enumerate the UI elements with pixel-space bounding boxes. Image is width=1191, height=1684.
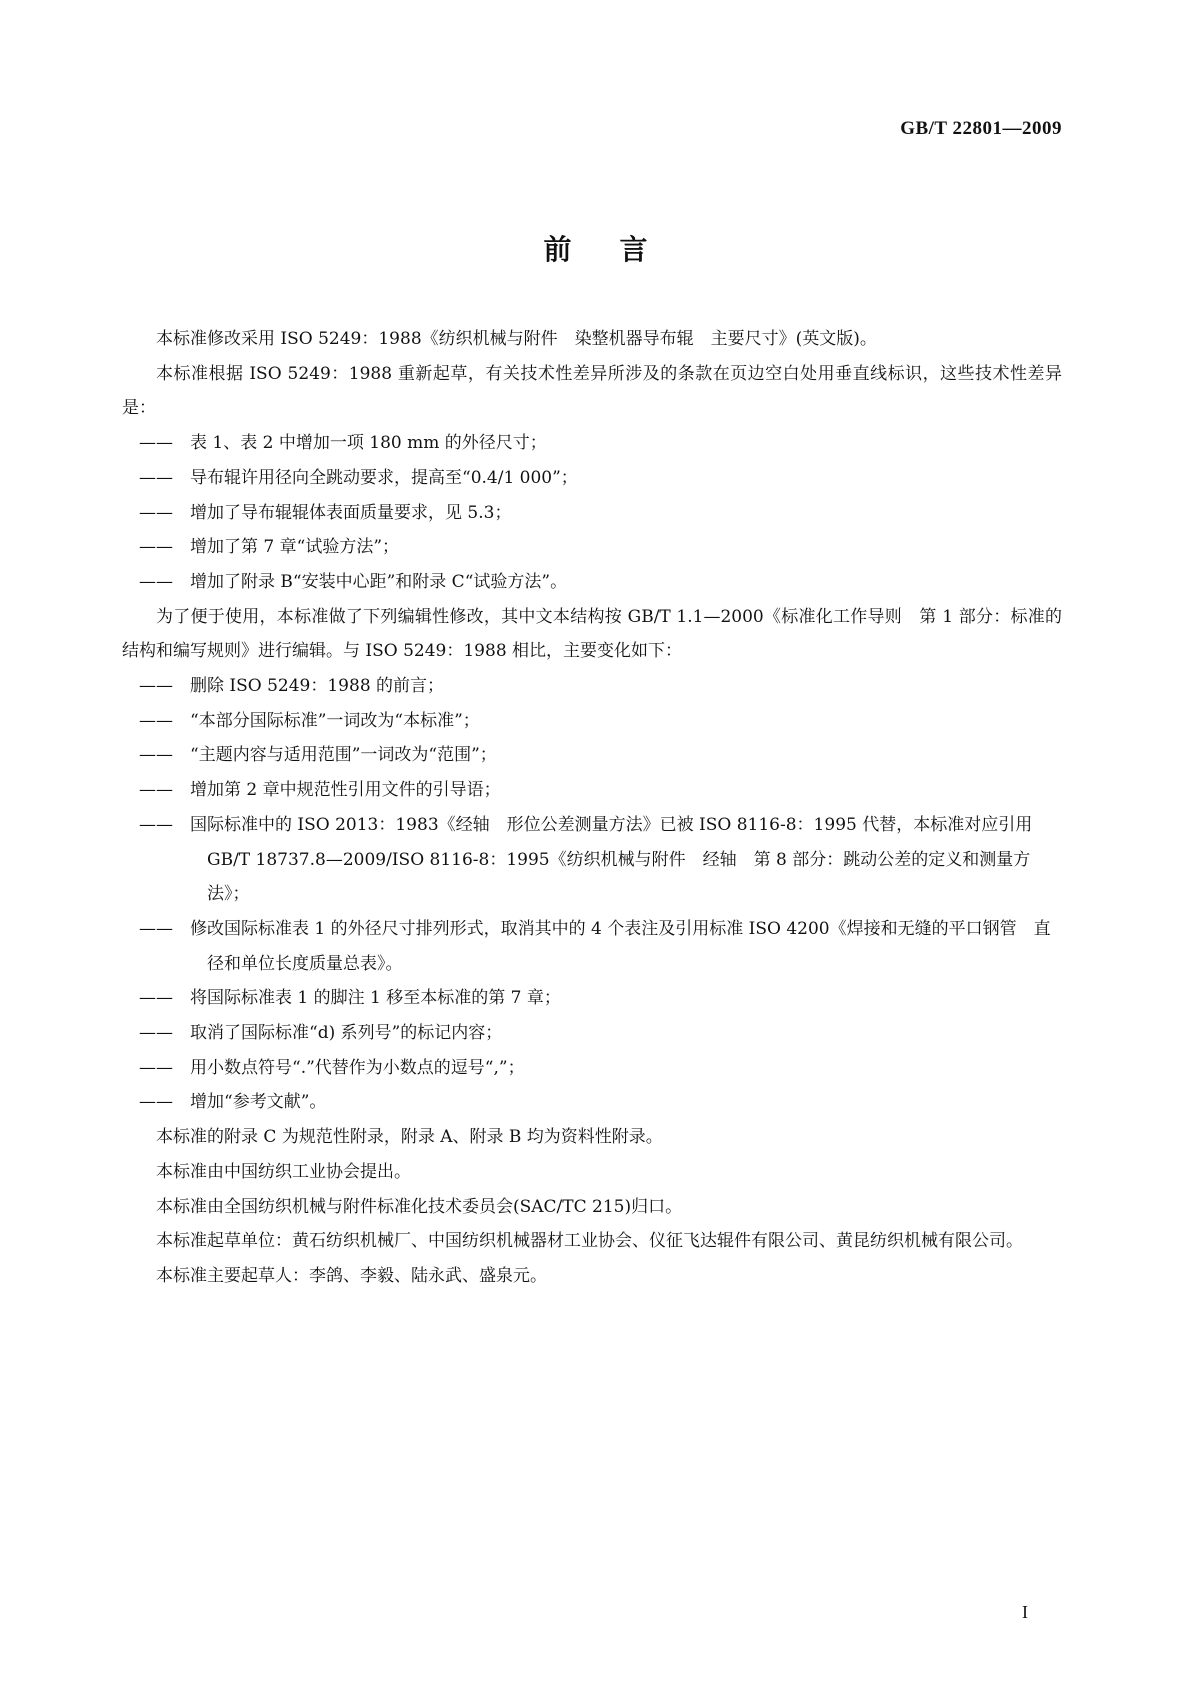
list-item: —— 增加了导布辊辊体表面质量要求，见 5.3；	[139, 502, 512, 523]
paragraph-proposer: 本标准由中国纺织工业协会提出。	[156, 1161, 411, 1182]
list-item: —— 表 1、表 2 中增加一项 180 mm 的外径尺寸；	[139, 433, 547, 454]
standard-number: GB/T 22801—2009	[900, 118, 1062, 139]
list-item: —— “主题内容与适用范围”一词改为“范围”；	[139, 745, 497, 766]
list-item: —— 导布辊许用径向全跳动要求，提高至“0.4/1 000”；	[139, 467, 578, 488]
paragraph-editorial-changes: 为了便于使用，本标准做了下列编辑性修改，其中文本结构按 GB/T 1.1—2000《标准化工作导则 第 1 部分：标准的结构和编写规则》进行编辑。与 ISO 5249：1988 相比，主要变化如下：	[122, 606, 1062, 662]
list-item: —— 修改国际标准表 1 的外径尺寸排列形式，取消其中的 4 个表注及引用标准 ISO 4200《焊接和无缝的平口钢管 直径和单位长度质量总表》。	[139, 918, 1051, 974]
list-item: —— 增加“参考文献”。	[139, 1092, 327, 1113]
list-item: —— 国际标准中的 ISO 2013：1983《经轴 形位公差测量方法》已被 ISO 8116-8：1995 代替，本标准对应引用 GB/T 18737.8—2009/ISO 8116-8：1995《纺织机械与附件 经轴 第 8 部分：跳动公差的定义和测量方法》；	[139, 814, 1033, 905]
paragraph-technical-differences: 本标准根据 ISO 5249：1988 重新起草，有关技术性差异所涉及的条款在页边空白处用垂直线标识，这些技术性差异是：	[122, 363, 1062, 419]
list-item: —— “本部分国际标准”一词改为“本标准”；	[139, 710, 480, 731]
list-item: —— 将国际标准表 1 的脚注 1 移至本标准的第 7 章；	[139, 988, 561, 1009]
list-item: —— 增加第 2 章中规范性引用文件的引导语；	[139, 780, 501, 801]
paragraph-technical-committee: 本标准由全国纺织机械与附件标准化技术委员会(SAC/TC 215)归口。	[156, 1196, 683, 1217]
list-item: —— 删除 ISO 5249：1988 的前言；	[139, 676, 445, 697]
list-item: —— 增加了附录 B“安装中心距”和附录 C“试验方法”。	[139, 571, 568, 592]
technical-difference-list	[122, 426, 1062, 600]
page-title: 前言	[543, 233, 696, 266]
foreword-body	[122, 322, 1062, 1294]
paragraph-annexes: 本标准的附录 C 为规范性附录，附录 A、附录 B 均为资料性附录。	[156, 1127, 663, 1148]
list-item: —— 增加了第 7 章“试验方法”；	[139, 537, 400, 558]
paragraph-adoption: 本标准修改采用 ISO 5249：1988《纺织机械与附件 染整机器导布辊 主要尺寸》(英文版)。	[156, 329, 877, 349]
list-item: —— 用小数点符号“.”代替作为小数点的逗号“,”；	[139, 1057, 525, 1078]
paragraph-drafters: 本标准主要起草人：李鸽、李毅、陆永武、盛泉元。	[156, 1265, 547, 1286]
editorial-change-list	[122, 669, 1062, 1120]
list-item: —— 取消了国际标准“d) 系列号”的标记内容；	[139, 1023, 503, 1044]
page-number: I	[1022, 1602, 1028, 1622]
paragraph-drafting-units: 本标准起草单位：黄石纺织机械厂、中国纺织机械器材工业协会、仪征飞达辊件有限公司、黄昆纺织机械有限公司。	[156, 1231, 1023, 1252]
